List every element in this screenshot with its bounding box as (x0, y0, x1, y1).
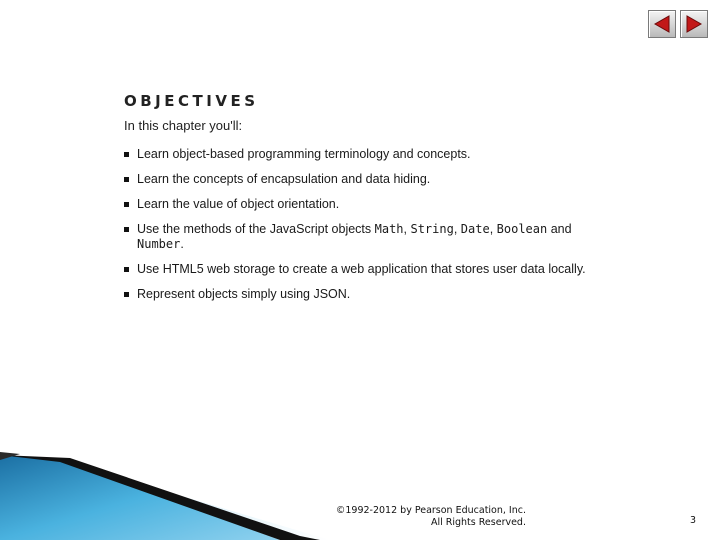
list-item-text: Learn object-based programming terminology and concepts. (137, 147, 471, 161)
text-fragment: . (180, 237, 184, 251)
bullet-square-icon (124, 202, 129, 207)
bullet-square-icon (124, 152, 129, 157)
list-item (124, 197, 594, 212)
copyright-footer (300, 505, 526, 529)
next-slide-button[interactable] (680, 10, 708, 38)
list-item-text: Learn the concepts of encapsulation and data hiding. (137, 172, 431, 186)
triangle-right-icon (684, 14, 704, 34)
text-fragment: Use the methods of the JavaScript objects (137, 222, 375, 236)
copyright-line: ©1992-2012 by Pearson Education, Inc. (335, 505, 526, 516)
bullet-square-icon (124, 177, 129, 182)
previous-slide-button[interactable] (648, 10, 676, 38)
list-item-text: Represent objects simply using JSON. (137, 287, 351, 301)
list-item (124, 222, 594, 252)
text-fragment: , (489, 222, 497, 236)
text-fragment: , (403, 222, 411, 236)
text-fragment: and (547, 222, 572, 236)
list-item-text: Use HTML5 web storage to create a web application that stores user data locally. (137, 262, 586, 276)
slide-navigation (648, 10, 708, 38)
list-item (124, 262, 594, 277)
code-date: Date (460, 222, 490, 236)
code-string: String (410, 222, 454, 236)
intro-text: In this chapter you'll: (124, 118, 243, 133)
list-item (124, 172, 594, 187)
list-item (124, 147, 594, 162)
bullet-square-icon (124, 267, 129, 272)
list-item (124, 287, 594, 302)
page-number: 3 (690, 515, 697, 526)
bullet-square-icon (124, 227, 129, 232)
text-fragment: , (453, 222, 461, 236)
code-boolean: Boolean (496, 222, 548, 236)
bullet-square-icon (124, 292, 129, 297)
objectives-heading: OBJECTIVES (124, 92, 259, 110)
list-item-text (137, 222, 572, 251)
objectives-list (124, 147, 594, 302)
list-item-text: Learn the value of object orientation. (137, 197, 340, 211)
rights-line: All Rights Reserved. (430, 517, 526, 528)
triangle-left-icon (652, 14, 672, 34)
code-math: Math (374, 222, 404, 236)
code-number: Number (137, 237, 181, 251)
objectives-panel (124, 92, 594, 312)
